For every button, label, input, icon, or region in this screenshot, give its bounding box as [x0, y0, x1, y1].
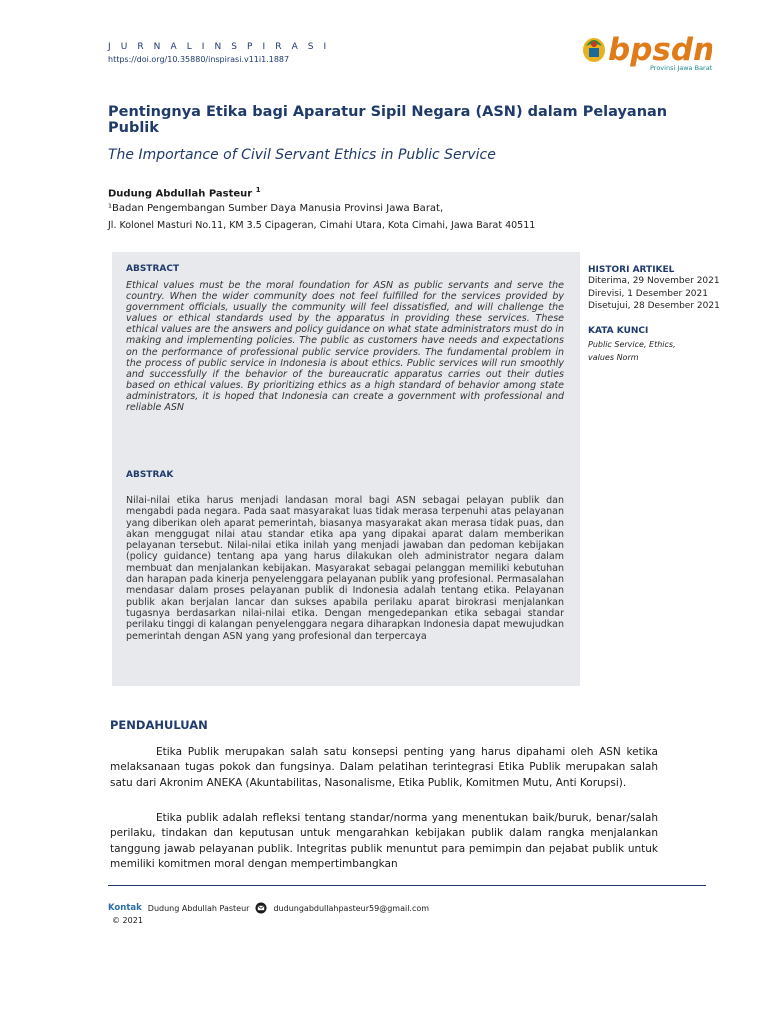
body-paragraph-1: [110, 745, 658, 791]
article-history: [588, 265, 738, 313]
logo-subtext: Provinsi Jawa Barat: [650, 64, 712, 72]
author-name: [108, 186, 261, 199]
copyright: © 2021: [112, 916, 143, 925]
history-accepted: Disetujui, 28 Desember 2021: [588, 301, 720, 311]
keywords-line2: values Norm: [588, 353, 639, 362]
journal-name: J U R N A L I N S P I R A S I: [108, 42, 330, 52]
contact-label: Kontak: [108, 903, 142, 913]
logo-text: bpsd: [608, 32, 694, 68]
footer-divider: [108, 885, 706, 886]
section-heading-pendahuluan: PENDAHULUAN: [110, 718, 208, 732]
author-name-text: Dudung Abdullah Pasteur: [108, 188, 253, 200]
affiliation-line1: ¹Badan Pengembangan Sumber Daya Manusia Provinsi Jawa Barat,: [108, 203, 444, 214]
abstrak-heading: ABSTRAK: [126, 470, 174, 480]
abstract-heading: ABSTRACT: [126, 264, 180, 274]
footer-contact: [108, 902, 429, 914]
body-paragraph-2: [110, 811, 658, 873]
keywords-heading: KATA KUNCI: [588, 326, 649, 336]
keywords-line1: Public Service, Ethics,: [588, 340, 676, 349]
article-title-id: Pentingnya Etika bagi Aparatur Sipil Negara (ASN) dalam Pelayanan Publik: [108, 104, 668, 136]
history-received: Diterima, 29 November 2021: [588, 276, 720, 286]
history-revised: Direvisi, 1 Desember 2021: [588, 288, 708, 299]
abstrak-text: Nilai-nilai etika harus menjadi landasan moral bagi ASN sebagai pelayan publik dan mengabdi pada negara. Pada saat masyarakat luas tidak merasa terpenuhi atas pelayanan yang diberikan oleh aparat pemerintah, biasanya masyarakat akan merasa tidak puas, dan akan menggugat nilai atau standar etika apa yang dipakai aparat dalam memberikan pelayanan tersebut. Nilai-nilai etika inilah yang menjadi jawaban dan pedoman kebijakan (policy guidance) tentang apa yang harus dilakukan oleh administrator negara dalam membuat dan menjalankan kebijakan. Masyarakat sebagai pelanggan memiliki kebutuhan dan harapan pada kinerja penyelenggara pelayanan publik yang profesional. Permasalahan mendasar dalam proses pelayanan publik di Indonesia adalah tentang etika. Pelayanan publik akan berjalan lancar dan sukses apabila perilaku aparat birokrasi menjalankan tugasnya berdasarkan nilai-nilai etika. Dengan mengedepankan etika sebagai standar perilaku tinggi di kalangan penyelenggara negara diharapkan Indonesia dapat mewujudkan pemerintah dengan ASN yang yang profesional dan terpercaya: [126, 495, 564, 642]
keywords: [588, 326, 738, 364]
doi-link[interactable]: https://doi.org/10.35880/inspirasi.v11i1.1887: [108, 55, 290, 64]
abstract-text: Ethical values must be the moral foundation for ASN as public servants and serve the country. When the wider community does not feel fulfilled for the services provided by government officials, usually the community will feel dissatisfied, and will challenge the values or ethical standards used by the apparatus in providing these services. These ethical values are the answers and policy guidance on what state administrators must do in making and implementing policies. The public as customers have needs and expectations on the performance of professional public service providers. The fundamental problem in the process of public service in Indonesia is about ethics. Public services will run smoothly and successfully if the behavior of the bureaucratic apparatus carries out their duties based on ethical values. By prioritizing ethics as a high standard of behavior among state administrators, it is hoped that Indonesia can create a government with professional and reliable ASN: [126, 280, 564, 414]
abstract-box: [112, 252, 580, 686]
history-heading: HISTORI ARTIKEL: [588, 265, 675, 275]
article-title-en: The Importance of Civil Servant Ethics in Public Service: [108, 147, 496, 163]
contact-email[interactable]: dudungabdullahpasteur59@gmail.com: [273, 903, 430, 913]
contact-name: Dudung Abdullah Pasteur: [147, 903, 250, 913]
bpsdm-logo: [580, 24, 712, 76]
body-paragraph-2-text: Etika publik adalah refleksi tentang standar/norma yang menentukan baik/buruk, benar/salah perilaku, tindakan dan keputusan untuk mengarahkan kebijakan publik dalam rangka menjalankan tanggung jawab pelayanan publik. Integritas publik menuntut para pemimpin dan pejabat publik untuk memiliki komitmen moral dengan mempertimbangkan: [110, 812, 658, 871]
mail-icon: [255, 902, 267, 914]
author-sup: 1: [255, 186, 261, 194]
body-paragraph-1-text: Etika Publik merupakan salah satu konsepsi penting yang harus dipahami oleh ASN ketika melaksanaan tugas pokok dan fungsinya. Dalam pelatihan terintegrasi Etika Publik merupakan salah satu dari Akronim ANEKA (Akuntabilitas, Nasonalisme, Etika Publik, Komitmen Mutu, Anti Korupsi).: [110, 746, 658, 789]
affiliation-line2: Jl. Kolonel Masturi No.11, KM 3.5 Cipageran, Cimahi Utara, Kota Cimahi, Jawa Barat 40511: [108, 220, 536, 231]
